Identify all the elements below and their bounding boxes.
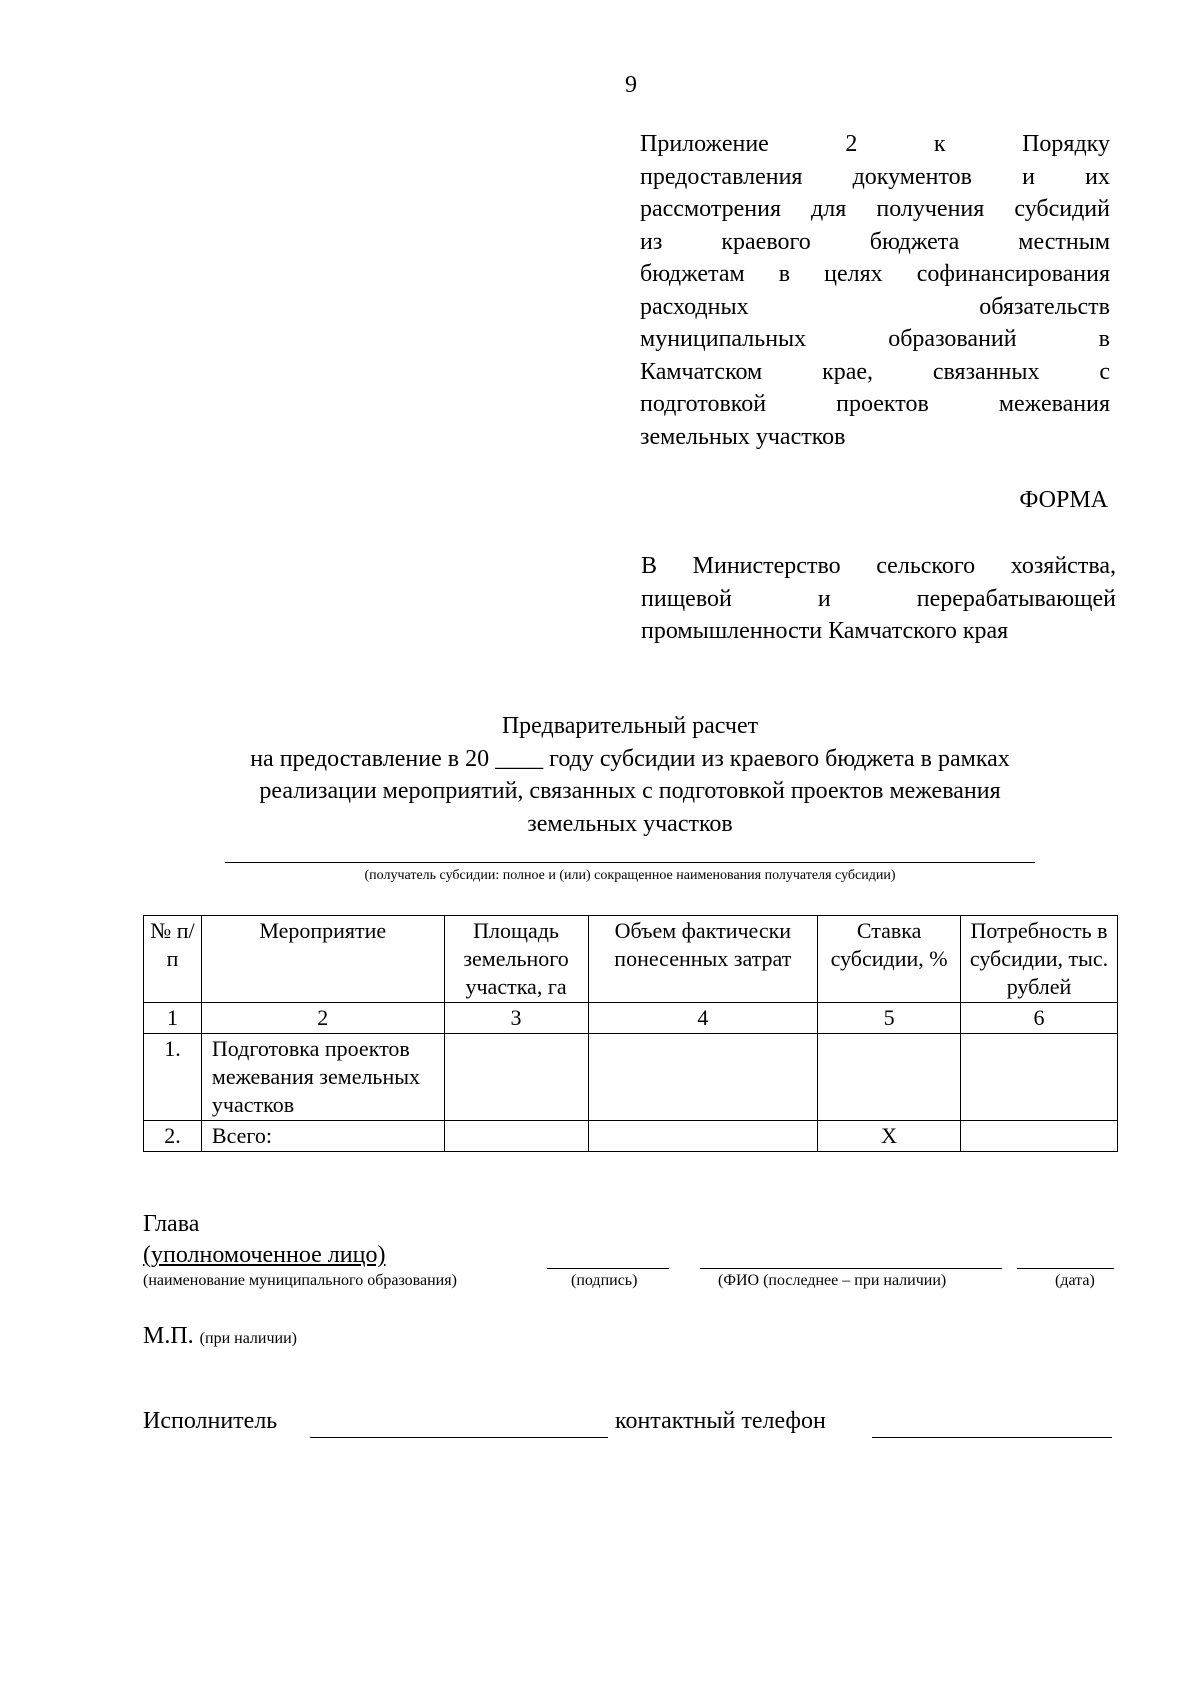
signature-org: (уполномоченное лицо) [143, 1242, 386, 1268]
title-line: на предоставление в 20 ____ году субсидии из краевого бюджета в рамках [250, 745, 1010, 772]
table-cell: 2. [144, 1121, 202, 1152]
column-number: 6 [961, 1003, 1118, 1034]
recipient-caption: (получатель субсидии: полное и (или) сокращенное наименования получателя субсидии) [364, 868, 896, 883]
appendix-line: из краевого бюджета местным [640, 228, 1110, 255]
addressee-line: В Министерство сельского хозяйства, [641, 553, 1116, 579]
appendix-note [640, 128, 1110, 453]
fio-fill-line[interactable] [700, 1268, 1002, 1269]
addressee-line: промышленности Камчатского края [641, 618, 1009, 644]
fio-caption: (ФИО (последнее – при наличии) [718, 1272, 947, 1289]
appendix-line: рассмотрения для получения субсидий [640, 196, 1110, 222]
table-cell: Х [818, 1121, 961, 1152]
calculation-table [143, 915, 1118, 1152]
column-number: 4 [588, 1003, 818, 1034]
phone-label: контактный телефон [615, 1408, 826, 1434]
column-number: 5 [818, 1003, 961, 1034]
stamp-place [143, 1323, 297, 1350]
header-cell: Площадь земельного участка, га [444, 916, 588, 1003]
header-cell: № п/п [144, 916, 202, 1003]
date-caption: (дата) [1055, 1272, 1095, 1289]
table-cell[interactable] [961, 1121, 1118, 1152]
stamp-label: М.П. [143, 1323, 194, 1349]
table-cell[interactable] [588, 1034, 818, 1121]
appendix-line: земельных участков [640, 423, 846, 450]
appendix-line: предоставления документов и их [640, 163, 1110, 190]
column-number: 1 [144, 1003, 202, 1034]
table-header-row [144, 916, 1118, 1003]
phone-fill-line[interactable] [872, 1437, 1112, 1438]
table-cell: Всего: [201, 1121, 444, 1152]
column-number: 3 [444, 1003, 588, 1034]
signature-head: Глава [143, 1211, 200, 1237]
appendix-line: расходных обязательств [640, 293, 1110, 320]
addressee [641, 550, 1116, 648]
title-line: реализации мероприятий, связанных с подготовкой проектов межевания [259, 778, 1001, 804]
signature-caption: (подпись) [571, 1272, 638, 1289]
document-title [140, 710, 1120, 840]
column-number-row [144, 1003, 1118, 1034]
appendix-line: Камчатском крае, связанных с [640, 358, 1110, 385]
addressee-line: пищевой и перерабатывающей [641, 585, 1116, 612]
table-cell: 1. [144, 1034, 202, 1121]
table-cell[interactable] [818, 1034, 961, 1121]
title-line: Предварительный расчет [501, 713, 759, 739]
table-cell[interactable] [588, 1121, 818, 1152]
header-cell: Ставка субсидии, % [818, 916, 961, 1003]
table-row [144, 1034, 1118, 1121]
title-line: земельных участков [527, 810, 733, 837]
appendix-line: муниципальных образований в [640, 326, 1110, 352]
org-caption: (наименование муниципального образования) [143, 1272, 457, 1289]
table-cell[interactable] [961, 1034, 1118, 1121]
page-number: 9 [625, 72, 637, 98]
table-cell: Подготовка проектов межевания земельных участков [201, 1034, 444, 1121]
executor-label: Исполнитель [143, 1408, 278, 1434]
form-label: ФОРМА [1019, 487, 1108, 513]
appendix-line: подготовкой проектов межевания [640, 391, 1110, 417]
appendix-line: бюджетам в целях софинансирования [640, 261, 1110, 287]
table-cell[interactable] [444, 1034, 588, 1121]
date-fill-line[interactable] [1017, 1268, 1114, 1269]
executor-fill-line[interactable] [310, 1437, 608, 1438]
header-cell: Объем фактически понесенных затрат [588, 916, 818, 1003]
recipient-fill-line[interactable] [225, 862, 1035, 863]
header-cell: Потребность в субсидии, тыс. рублей [961, 916, 1118, 1003]
appendix-line: Приложение 2 к Порядку [640, 131, 1110, 157]
table-row [144, 1121, 1118, 1152]
stamp-note: (при наличии) [199, 1330, 297, 1347]
table-cell[interactable] [444, 1121, 588, 1152]
signature-fill-line[interactable] [547, 1268, 669, 1269]
header-cell: Мероприятие [201, 916, 444, 1003]
column-number: 2 [201, 1003, 444, 1034]
